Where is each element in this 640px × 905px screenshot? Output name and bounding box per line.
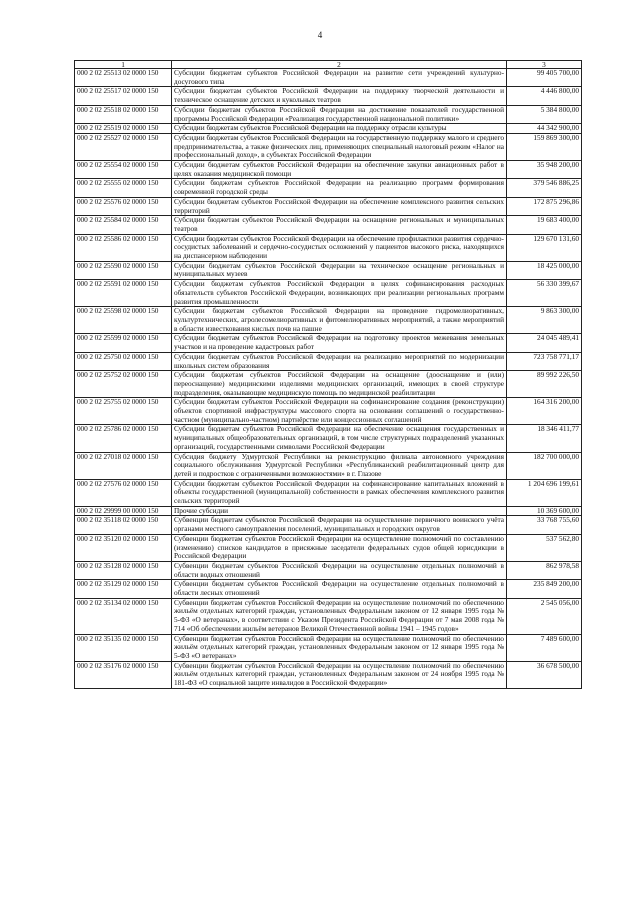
amount-cell: 18 425 000,00 — [507, 261, 582, 279]
name-cell: Субсидии бюджетам субъектов Российской Федерации на оснащение региональных и муниципальных театров — [172, 216, 507, 234]
table-row — [75, 124, 582, 134]
table-row — [75, 352, 582, 370]
table-row — [75, 234, 582, 261]
code-cell: 000 2 02 25576 02 0000 150 — [75, 197, 172, 215]
amount-cell: 24 045 489,41 — [507, 334, 582, 352]
code-cell: 000 2 02 25590 02 0000 150 — [75, 261, 172, 279]
amount-cell: 10 369 600,00 — [507, 506, 582, 516]
code-cell: 000 2 02 25519 02 0000 150 — [75, 124, 172, 134]
code-cell: 000 2 02 25752 02 0000 150 — [75, 371, 172, 398]
amount-cell: 862 978,58 — [507, 561, 582, 579]
code-cell: 000 2 02 25518 02 0000 150 — [75, 105, 172, 123]
amount-cell: 164 316 200,00 — [507, 398, 582, 425]
name-cell: Субсидии бюджетам субъектов Российской Федерации на подготовку проектов межевания земельных участков и на проведение кадастровых работ — [172, 334, 507, 352]
amount-cell: 182 700 000,00 — [507, 452, 582, 479]
amount-cell: 129 670 131,60 — [507, 234, 582, 261]
name-cell: Субвенции бюджетам субъектов Российской Федерации на осуществление полномочий по составлению (изменению) списков кандидатов в присяжные заседатели федеральных судов общей юрисдикции в Российской Федерации — [172, 534, 507, 561]
code-cell: 000 2 02 25591 02 0000 150 — [75, 280, 172, 307]
table-row — [75, 133, 582, 160]
table-row — [75, 580, 582, 598]
amount-cell: 33 768 755,60 — [507, 516, 582, 534]
amount-cell: 99 405 700,00 — [507, 69, 582, 87]
code-cell: 000 2 02 25513 02 0000 150 — [75, 69, 172, 87]
code-cell: 000 2 02 35176 02 0000 150 — [75, 661, 172, 688]
table-row — [75, 161, 582, 179]
name-cell: Субсидии бюджетам субъектов Российской Федерации на развитие сети учреждений культурно-досугового типа — [172, 69, 507, 87]
code-cell: 000 2 02 25554 02 0000 150 — [75, 161, 172, 179]
table-row — [75, 87, 582, 105]
table-row — [75, 197, 582, 215]
name-cell: Субсидии бюджетам субъектов Российской Федерации на софинансирование создания (реконструкции) объектов спортивной инфраструктуры массового спорта на основании соглашений о государственно-частном (муниципально-частном) партнёрстве или концессионных соглашений — [172, 398, 507, 425]
amount-cell: 36 678 500,00 — [507, 661, 582, 688]
code-cell: 000 2 02 25750 02 0000 150 — [75, 352, 172, 370]
name-cell: Прочие субсидии — [172, 506, 507, 516]
table-row — [75, 280, 582, 307]
table-row — [75, 516, 582, 534]
name-cell: Субсидии бюджетам субъектов Российской Федерации на софинансирование капитальных вложений в объекты государственной (муниципальной) собственности в рамках обеспечения комплексного развития сельских территорий — [172, 479, 507, 506]
table-row — [75, 561, 582, 579]
amount-cell: 5 384 800,00 — [507, 105, 582, 123]
amount-cell: 9 863 300,00 — [507, 307, 582, 334]
name-cell: Субсидии бюджетам субъектов Российской Федерации на оснащение (дооснащение и (или) переоснащение) медицинскими изделиями медицинских организаций, имеющих в своей структуре подразделения, оказывающие медицинскую помощь по медицинской реабилитации — [172, 371, 507, 398]
table-row — [75, 261, 582, 279]
code-cell: 000 2 02 25584 02 0000 150 — [75, 216, 172, 234]
name-cell: Субсидии бюджетам субъектов Российской Федерации на реализацию программ формирования современной городской среды — [172, 179, 507, 197]
table-row — [75, 534, 582, 561]
table-body — [75, 69, 582, 689]
table-row — [75, 371, 582, 398]
code-cell: 000 2 02 35118 02 0000 150 — [75, 516, 172, 534]
amount-cell: 159 869 300,00 — [507, 133, 582, 160]
table-row — [75, 598, 582, 634]
name-cell: Субвенции бюджетам субъектов Российской Федерации на осуществление отдельных полномочий в области лесных отношений — [172, 580, 507, 598]
table-row — [75, 425, 582, 452]
name-cell: Субсидии бюджетам субъектов Российской Федерации на достижение показателей государственной программы Российской Федерации «Реализация государственной национальной политики» — [172, 105, 507, 123]
name-cell: Субвенции бюджетам субъектов Российской Федерации на осуществление полномочий по обеспечению жильём отдельных категорий граждан, установленных Федеральным законом от 12 января 1995 года № 5-ФЗ «О ветеранах» — [172, 634, 507, 661]
code-cell: 000 2 02 25586 02 0000 150 — [75, 234, 172, 261]
amount-cell: 2 545 056,00 — [507, 598, 582, 634]
amount-cell: 4 446 800,00 — [507, 87, 582, 105]
name-cell: Субсидия бюджету Удмуртской Республики на реконструкцию филиала автономного учреждения социального обслуживания Удмуртской Республики «Республиканский реабилитационный центр для детей и подростков с ограниченными возможностями» в г. Глазове — [172, 452, 507, 479]
name-cell: Субвенции бюджетам субъектов Российской Федерации на осуществление отдельных полномочий в области водных отношений — [172, 561, 507, 579]
code-cell: 000 2 02 35128 02 0000 150 — [75, 561, 172, 579]
code-cell: 000 2 02 25755 02 0000 150 — [75, 398, 172, 425]
amount-cell: 56 330 399,67 — [507, 280, 582, 307]
amount-cell: 19 683 400,00 — [507, 216, 582, 234]
name-cell: Субвенции бюджетам субъектов Российской Федерации на осуществление полномочий по обеспечению жильём отдельных категорий граждан, установленных Федеральным законом от 12 января 1995 года № 5-ФЗ «О ветеранах», в соответствии с Указом Президента Российской Федерации от 7 мая 2008 года № 714 «Об обеспечении жильём ветеранов Великой Отечественной войны 1941 – 1945 годов» — [172, 598, 507, 634]
name-cell: Субсидии бюджетам субъектов Российской Федерации на проведение гидромелиоративных, культуртехнических, агролесомелиоративных и фитомелиоративных мероприятий, а также мероприятий в области известкования кислых почв на пашне — [172, 307, 507, 334]
name-cell: Субвенции бюджетам субъектов Российской Федерации на осуществление первичного воинского учёта органами местного самоуправления поселений, муниципальных и городских округов — [172, 516, 507, 534]
name-cell: Субвенции бюджетам субъектов Российской Федерации на осуществление полномочий по обеспечению жильём отдельных категорий граждан, установленных Федеральным законом от 24 ноября 1995 года № 181-ФЗ «О социальной защите инвалидов в Российской Федерации» — [172, 661, 507, 688]
amount-cell: 35 948 200,00 — [507, 161, 582, 179]
table-row — [75, 69, 582, 87]
page-number: 4 — [317, 30, 323, 40]
code-cell: 000 2 02 35134 02 0000 150 — [75, 598, 172, 634]
amount-cell: 18 346 411,77 — [507, 425, 582, 452]
header-col-2: 2 — [172, 61, 507, 69]
code-cell: 000 2 02 25598 02 0000 150 — [75, 307, 172, 334]
code-cell: 000 2 02 27576 02 0000 150 — [75, 479, 172, 506]
amount-cell: 235 849 200,00 — [507, 580, 582, 598]
amount-cell: 172 875 296,86 — [507, 197, 582, 215]
code-cell: 000 2 02 25599 02 0000 150 — [75, 334, 172, 352]
table-row — [75, 216, 582, 234]
code-cell: 000 2 02 35120 02 0000 150 — [75, 534, 172, 561]
table-row — [75, 334, 582, 352]
amount-cell: 379 546 886,25 — [507, 179, 582, 197]
name-cell: Субсидии бюджетам субъектов Российской Федерации на обеспечение комплексного развития сельских территорий — [172, 197, 507, 215]
header-col-3: 3 — [507, 61, 582, 69]
amount-cell: 537 562,80 — [507, 534, 582, 561]
name-cell: Субсидии бюджетам субъектов Российской Федерации на обеспечение профилактики развития сердечно-сосудистых заболеваний и сердечно-сосудистых осложнений у пациентов высокого риска, находящихся на диспансерном наблюдении — [172, 234, 507, 261]
code-cell: 000 2 02 25527 02 0000 150 — [75, 133, 172, 160]
table-row — [75, 179, 582, 197]
name-cell: Субсидии бюджетам субъектов Российской Федерации на обеспечение оснащения государственных и муниципальных общеобразовательных организаций, в том числе структурных подразделений указанных организаций, государственными символами Российской Федерации — [172, 425, 507, 452]
table-row — [75, 105, 582, 123]
name-cell: Субсидии бюджетам субъектов Российской Федерации на реализацию мероприятий по модернизации школьных систем образования — [172, 352, 507, 370]
code-cell: 000 2 02 27018 02 0000 150 — [75, 452, 172, 479]
name-cell: Субсидии бюджетам субъектов Российской Федерации в целях софинансирования расходных обязательств субъектов Российской Федерации, возникающих при реализации региональных программ развития промышленности — [172, 280, 507, 307]
amount-cell: 89 992 226,50 — [507, 371, 582, 398]
code-cell: 000 2 02 25555 02 0000 150 — [75, 179, 172, 197]
name-cell: Субсидии бюджетам субъектов Российской Федерации на поддержку творческой деятельности и техническое оснащение детских и кукольных театров — [172, 87, 507, 105]
amount-cell: 7 489 600,00 — [507, 634, 582, 661]
name-cell: Субсидии бюджетам субъектов Российской Федерации на обеспечение закупки авиационных работ в целях оказания медицинской помощи — [172, 161, 507, 179]
amount-cell: 1 204 696 199,61 — [507, 479, 582, 506]
table-row — [75, 398, 582, 425]
name-cell: Субсидии бюджетам субъектов Российской Федерации на государственную поддержку малого и среднего предпринимательства, а также физических лиц, применяющих специальный налоговый режим «Налог на профессиональный доход», в субъектах Российской Федерации — [172, 133, 507, 160]
table-row — [75, 661, 582, 688]
table-row — [75, 452, 582, 479]
header-col-1: 1 — [75, 61, 172, 69]
code-cell: 000 2 02 29999 00 0000 150 — [75, 506, 172, 516]
amount-cell: 723 758 771,17 — [507, 352, 582, 370]
table-row — [75, 634, 582, 661]
amount-cell: 44 342 900,00 — [507, 124, 582, 134]
budget-table — [74, 60, 582, 689]
table-row — [75, 479, 582, 506]
name-cell: Субсидии бюджетам субъектов Российской Федерации на техническое оснащение региональных и муниципальных музеев — [172, 261, 507, 279]
code-cell: 000 2 02 35129 02 0000 150 — [75, 580, 172, 598]
code-cell: 000 2 02 35135 02 0000 150 — [75, 634, 172, 661]
code-cell: 000 2 02 25517 02 0000 150 — [75, 87, 172, 105]
code-cell: 000 2 02 25786 02 0000 150 — [75, 425, 172, 452]
name-cell: Субсидии бюджетам субъектов Российской Федерации на поддержку отрасли культуры — [172, 124, 507, 134]
table-row — [75, 307, 582, 334]
